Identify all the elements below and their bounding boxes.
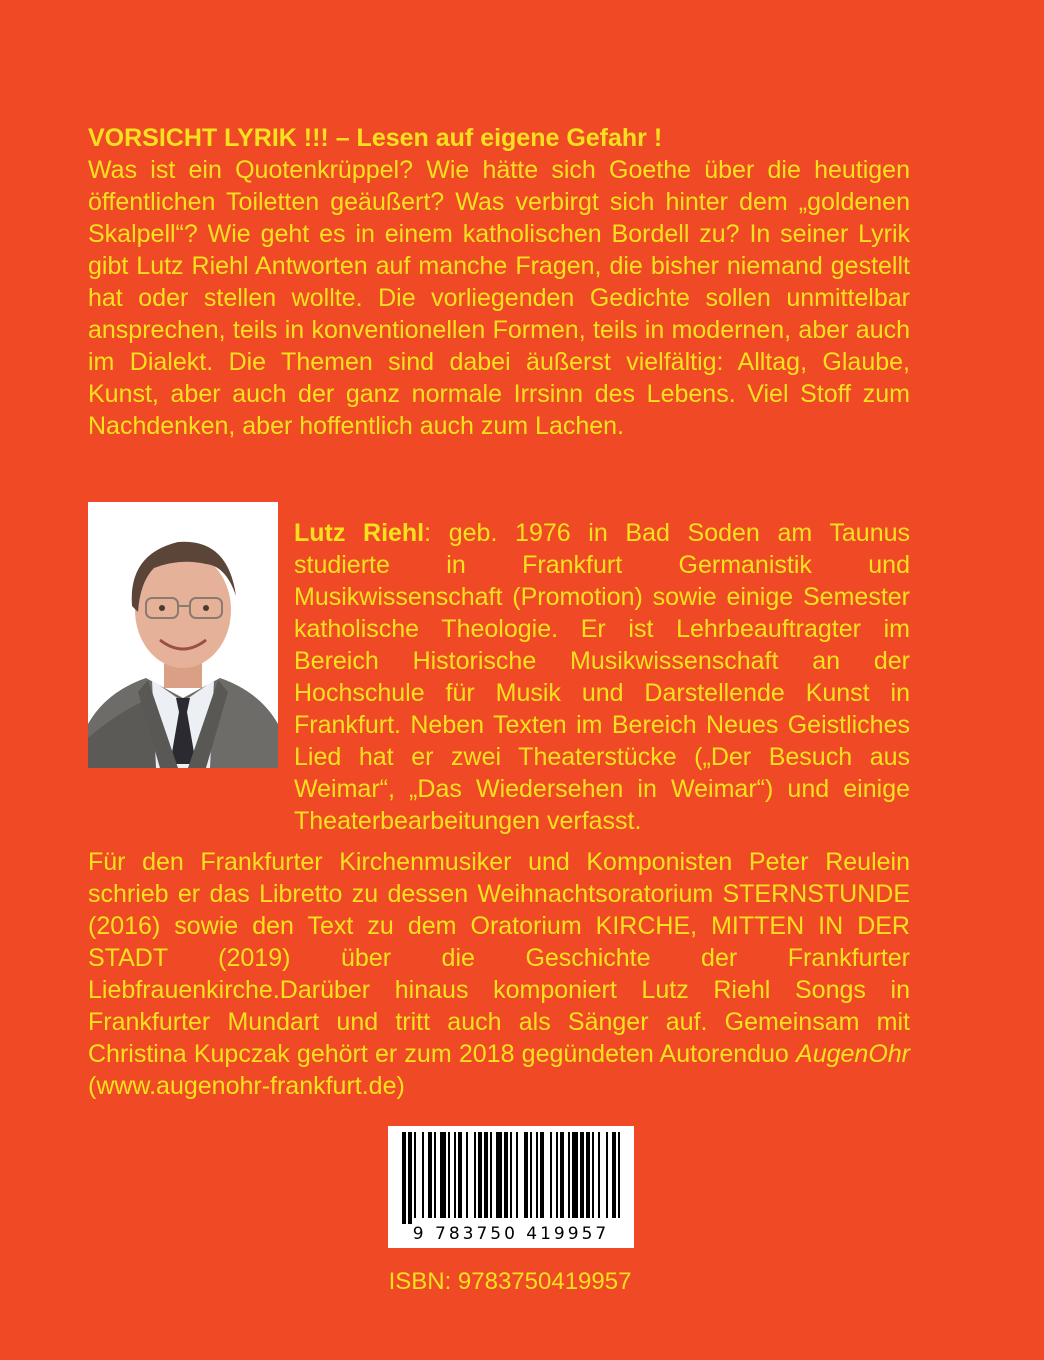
author-bio-text: : geb. 1976 in Bad Soden am Taunus studierte in Frankfurt Germanistik und Musikwissenschaft (Promotion) sowie einige Semester katholische Theologie. Er ist Lehrbeauftragter im Bereich Historische Musikwissenschaft an der Hochschule für Musik und Darstellende Kunst in Frankfurt. Neben Texten im Bereich Neues Geistliches Lied hat er zwei Theaterstücke („Der Besuch aus Weimar“, „Das Wiedersehen in Weimar“) und einige Theaterbearbeitungen verfasst. bbox=[294, 519, 910, 835]
barcode-digits: 9 783750 419957 bbox=[412, 1224, 610, 1244]
blurb bbox=[88, 122, 910, 442]
author-website: (www.augenohr-frankfurt.de) bbox=[88, 1072, 405, 1100]
author-bio-continued bbox=[88, 846, 910, 1102]
author-bio-continued-text: Für den Frankfurter Kirchenmusiker und Komponisten Peter Reulein schrieb er das Libretto zu dessen Weihnachtsoratorium STERNSTUNDE (2016) sowie den Text zu dem Oratorium KIRCHE, MITTEN IN DER STADT (2019) über die Geschichte der Frankfurter Liebfrauenkirche.Darüber hinaus komponiert Lutz Riehl Songs in Frankfurter Mundart und tritt auch als Sänger auf. Gemeinsam mit Christina Kupczak gehört er zum 2018 gegündeten Autorenduo bbox=[88, 848, 910, 1068]
isbn-label: ISBN: 9783750419957 bbox=[388, 1268, 632, 1295]
barcode-bars bbox=[388, 1126, 634, 1226]
author-name: Lutz Riehl bbox=[294, 519, 425, 547]
blurb-headline: VORSICHT LYRIK !!! – Lesen auf eigene Gefahr ! bbox=[88, 124, 663, 152]
barcode bbox=[388, 1126, 634, 1248]
author-bio bbox=[294, 517, 910, 837]
author-photo bbox=[88, 502, 278, 768]
author-duo-name: AugenOhr bbox=[796, 1040, 910, 1068]
blurb-text: Was ist ein Quotenkrüppel? Wie hätte sich Goethe über die heutigen öffentlichen Toiletten geäußert? Was verbirgt sich hinter dem „goldenen Skalpell“? Wie geht es in einem katholischen Bordell zu? In seiner Lyrik gibt Lutz Riehl Antworten auf manche Fragen, die bisher niemand gestellt hat oder stellen wollte. Die vorliegenden Gedichte sollen unmittelbar ansprechen, teils in konventionellen Formen, teils in modernen, aber auch im Dialekt. Die Themen sind dabei äußerst vielfältig: Alltag, Glaube, Kunst, aber auch der ganz normale Irrsinn des Lebens. Viel Stoff zum Nachdenken, aber hoffentlich auch zum Lachen. bbox=[88, 156, 910, 440]
